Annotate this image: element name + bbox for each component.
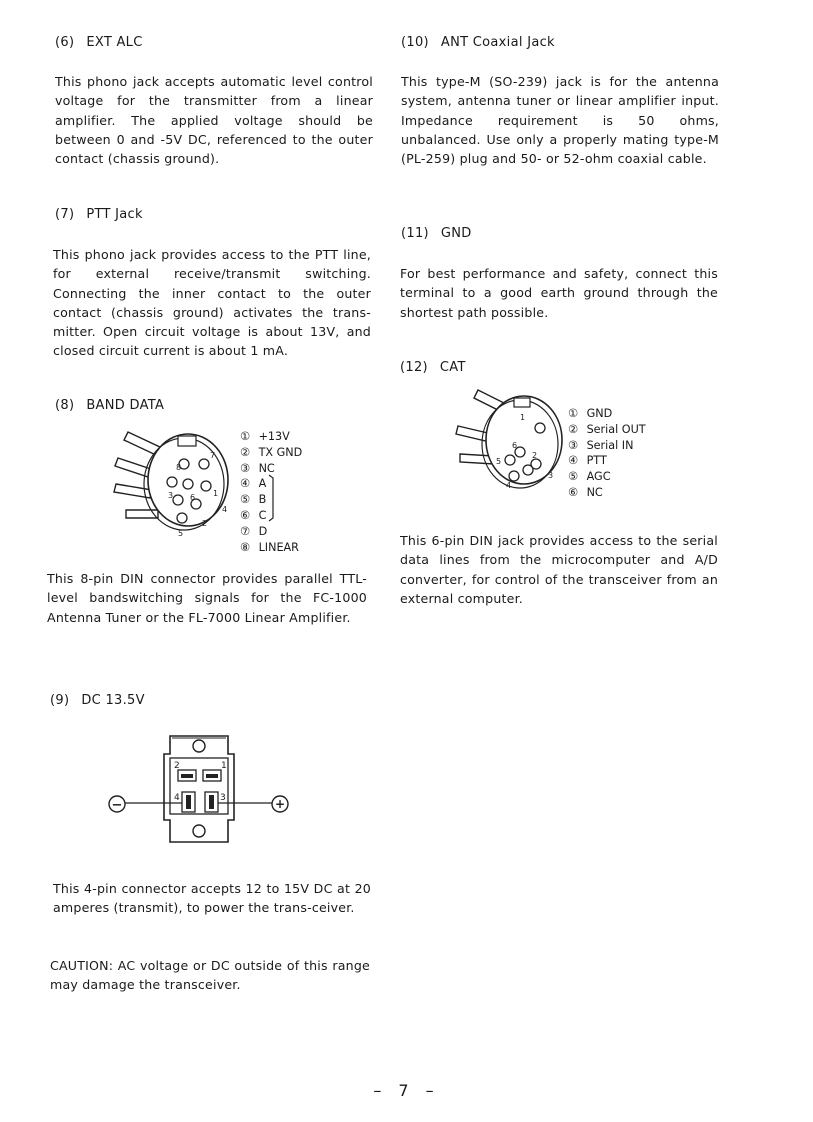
heading-ant-coaxial-jack — [401, 35, 555, 50]
pin-number: 3 — [168, 491, 174, 500]
pin-row — [240, 445, 302, 461]
pin-index: ③ — [568, 438, 579, 452]
plus-sign: + — [274, 797, 286, 811]
pin-index: ⑥ — [568, 485, 579, 499]
section-title: PTT Jack — [86, 207, 143, 222]
section-number: (9) — [50, 693, 70, 708]
connector-pin — [114, 484, 152, 498]
connector-pin — [173, 495, 183, 505]
heading-gnd — [401, 226, 472, 241]
cat-pin-list — [568, 406, 646, 501]
pin-label: C — [258, 508, 267, 522]
pin-label: NC — [586, 485, 603, 499]
section-title: EXT ALC — [86, 35, 143, 50]
pin-label: NC — [258, 461, 275, 475]
band-data-body: This 8-pin DIN connector provides parallel TTL-level bandswitching signals for the FC-1000 Antenna Tuner or the FL-7000 Linear Amplifier. — [47, 571, 367, 625]
heading-ext-alc — [55, 35, 143, 50]
section-number: (12) — [400, 360, 428, 375]
pin-row — [568, 438, 646, 454]
pin-row — [568, 453, 646, 469]
pin-number: 3 — [548, 471, 554, 480]
connector-pin — [505, 455, 515, 465]
pin-label: PTT — [586, 454, 607, 468]
section-title: CAT — [439, 360, 466, 375]
pin-index: ⑧ — [240, 540, 251, 554]
mounting-hole — [193, 740, 205, 752]
pin-row — [568, 406, 646, 422]
pin-label: AGC — [586, 470, 611, 484]
gnd-body: For best performance and safety, connect this terminal to a good earth ground through the shortest path possible. — [400, 266, 718, 320]
pin-index: ⑦ — [240, 524, 251, 538]
connector-pin — [183, 479, 193, 489]
section-title: BAND DATA — [86, 398, 165, 413]
pin-label: TX GND — [258, 445, 303, 459]
dc-power-connector-diagram — [108, 730, 293, 848]
ext-alc-body: This phono jack accepts automatic level control voltage for the transmitter from a linear amplifier. The applied voltage should be between 0 and -5V DC, referenced to the outer contact (chassis ground). — [55, 74, 373, 167]
connector-pin — [177, 513, 187, 523]
pin-number: 2 — [532, 451, 538, 460]
heading-ptt-jack — [55, 207, 143, 222]
pin-number: 8 — [176, 463, 182, 472]
heading-dc — [50, 693, 145, 708]
pin-label: Serial OUT — [586, 422, 646, 436]
pin-index: ② — [568, 422, 579, 436]
minus-sign: − — [111, 798, 123, 813]
dc-caution: CAUTION: AC voltage or DC outside of this range may damage the transceiver. — [50, 958, 370, 993]
section-title: ANT Coaxial Jack — [440, 35, 555, 50]
pin-number: 5 — [178, 529, 184, 538]
pin-index: ④ — [240, 477, 251, 491]
pin-index: ④ — [568, 454, 579, 468]
pin-index: ⑤ — [568, 470, 579, 484]
pin-number: 2 — [174, 761, 180, 771]
pin-row — [568, 485, 646, 501]
heading-cat — [400, 360, 466, 375]
pin-label: LINEAR — [258, 540, 299, 554]
connector-pin — [535, 423, 545, 433]
pin-number: 4 — [174, 793, 180, 803]
pin-row — [568, 469, 646, 485]
connector-key — [514, 398, 530, 407]
pin-number: 3 — [220, 793, 226, 803]
pin-row — [240, 540, 302, 556]
pin-number: 4 — [506, 481, 512, 490]
pin-number: 2 — [202, 519, 208, 528]
cat-body: This 6-pin DIN jack provides access to the serial data lines from the microcomputer and A/D converter, for control of the transceiver from an external computer. — [400, 533, 718, 606]
pin-number: 6 — [190, 493, 196, 502]
connector-pin — [509, 471, 519, 481]
section-number: (8) — [55, 398, 75, 413]
section-number: (11) — [401, 226, 429, 241]
pin-index: ⑥ — [240, 508, 251, 522]
section-title: GND — [440, 226, 472, 241]
pin-label: GND — [586, 407, 613, 420]
pin-number: 1 — [520, 413, 526, 422]
pin-row — [240, 524, 302, 540]
pin-index: ① — [240, 430, 251, 443]
pin-row — [240, 429, 302, 445]
pin-index: ② — [240, 445, 251, 459]
pin-index: ③ — [240, 461, 251, 475]
pin-label: A — [258, 477, 267, 491]
connector-pin — [199, 459, 209, 469]
pin-label: Serial IN — [586, 438, 634, 452]
section-title: DC 13.5V — [81, 693, 145, 708]
heading-band-data — [55, 398, 164, 413]
din-6-pin-connector-diagram — [452, 380, 567, 498]
mounting-hole — [193, 825, 205, 837]
connector-pin — [167, 477, 177, 487]
pin-index: ⑤ — [240, 493, 251, 507]
ptt-body: This phono jack provides access to the PTT line, for external receive/transmit switching. Connecting the inner contact to the outer contact (chassis ground) activates the trans-mitter. Open circuit voltage is about 13V, and closed circuit current is about 1 mA. — [53, 247, 371, 359]
section-number: (6) — [55, 35, 75, 50]
pin-number: 1 — [213, 489, 219, 498]
section-number: (7) — [55, 207, 75, 222]
abcd-bracket — [268, 474, 278, 522]
pin-number: 5 — [496, 457, 502, 466]
connector-key — [178, 436, 196, 446]
pin-number: 6 — [512, 441, 518, 450]
connector-pin — [523, 465, 533, 475]
section-number: (10) — [401, 35, 429, 50]
din-8-pin-connector-diagram — [110, 418, 235, 543]
pin-label: +13V — [258, 430, 290, 443]
pin-row — [568, 422, 646, 438]
pin-number: 4 — [222, 505, 228, 514]
connector-pin — [201, 481, 211, 491]
pin-number: 7 — [210, 451, 216, 460]
pin-label: D — [258, 524, 268, 538]
ant-body: This type-M (SO-239) jack is for the antenna system, antenna tuner or linear amplifier input. Impedance requirement is 50 ohms, unbalanced. Use only a properly mating type-M (PL-259) plug and 50- or 52-ohm coaxial cable. — [401, 74, 719, 167]
pin-number: 1 — [221, 761, 227, 771]
dc-body: This 4-pin connector accepts 12 to 15V DC at 20 amperes (transmit), to power the trans-ceiver. — [53, 881, 371, 916]
pin-label: B — [258, 493, 267, 507]
pin-index: ① — [568, 407, 579, 420]
page-number: – 7 – — [373, 1081, 440, 1100]
